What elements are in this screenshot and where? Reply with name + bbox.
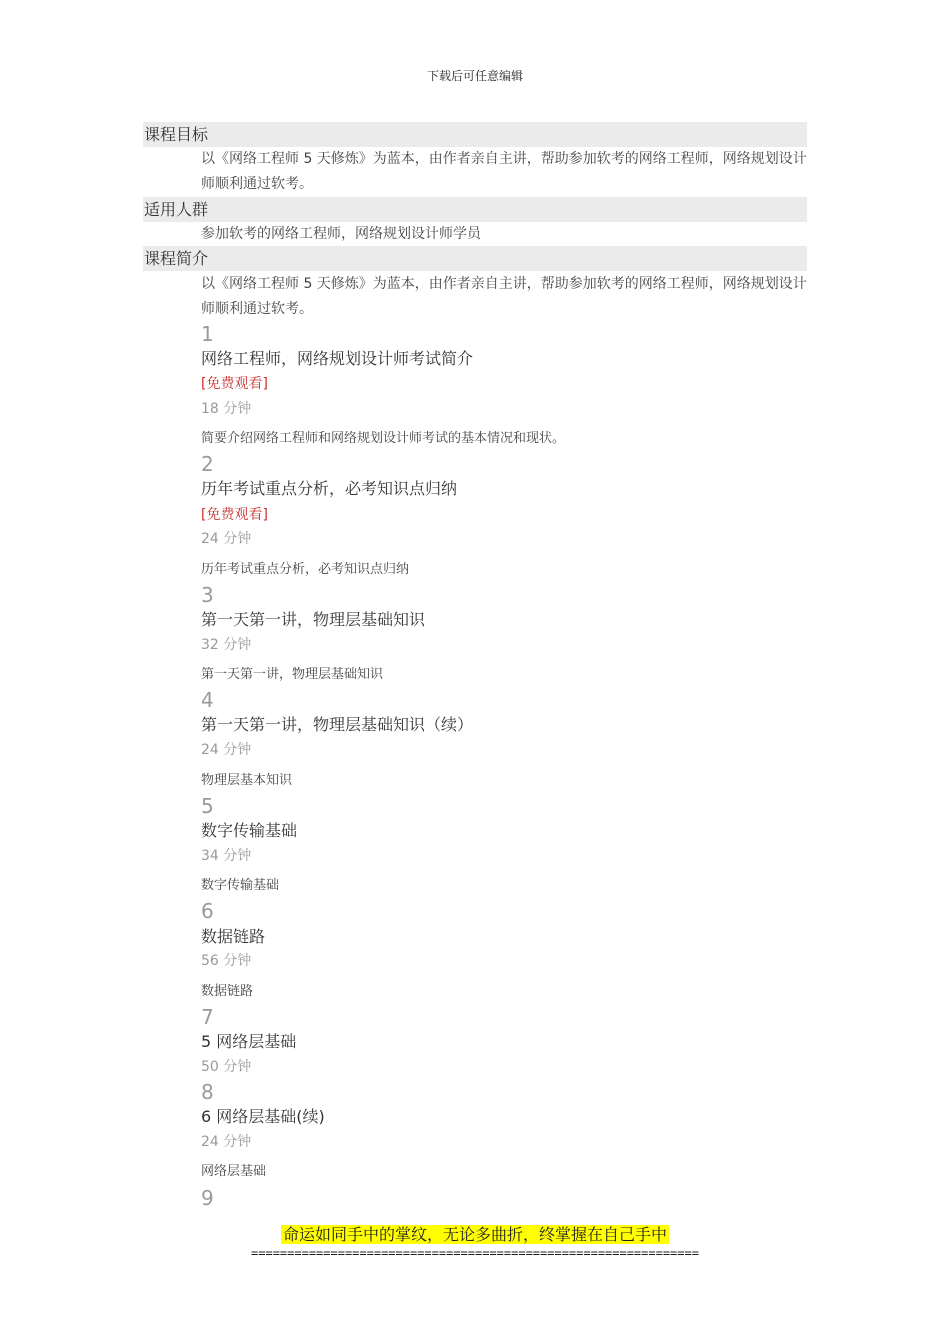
lesson-duration: 50 分钟 (201, 1059, 252, 1075)
lesson-title-link[interactable]: 历年考试重点分析，必考知识点归纳 (201, 479, 458, 498)
lesson-number: 1 (201, 322, 214, 346)
lesson-description: 数字传输基础 (201, 878, 280, 893)
lesson-number: 2 (201, 452, 214, 476)
lesson-number: 4 (201, 688, 214, 712)
lesson-duration: 34 分钟 (201, 848, 252, 864)
lesson-title-link[interactable]: 网络工程师，网络规划设计师考试简介 (201, 349, 474, 368)
section-title: 适用人群 (144, 200, 209, 219)
footer-divider: ============================================================== (251, 1246, 699, 1260)
lesson-title-link[interactable]: 第一天第一讲，物理层基础知识（续） (201, 715, 474, 734)
lesson-duration: 56 分钟 (201, 953, 252, 969)
footer-quote-text: 命运如同手中的掌纹，无论多曲折，终掌握在自己手中 (282, 1225, 667, 1244)
lesson-number: 5 (201, 794, 214, 818)
lesson-title-link[interactable]: 6 网络层基础(续) (201, 1107, 325, 1126)
lesson-duration: 32 分钟 (201, 637, 252, 653)
course-goal-text: 以《网络工程师 5 天修炼》为蓝本，由作者亲自主讲，帮助参加软考的网络工程师，网络规划设计师顺利通过软考。 (201, 151, 807, 192)
lesson-duration: 24 分钟 (201, 531, 252, 547)
free-watch-link[interactable]: [免费观看] (201, 376, 268, 392)
lesson-description: 简要介绍网络工程师和网络规划设计师考试的基本情况和现状。 (201, 431, 566, 446)
lesson-description: 数据链路 (201, 984, 254, 999)
section-course-goal (143, 122, 807, 147)
lesson-number: 8 (201, 1080, 214, 1104)
page-header-note: 下载后可任意编辑 (426, 69, 523, 83)
lesson-description: 网络层基础 (201, 1164, 267, 1179)
lesson-description: 历年考试重点分析，必考知识点归纳 (201, 562, 410, 577)
lesson-duration: 18 分钟 (201, 401, 252, 417)
footer-quote (0, 1224, 950, 1246)
lesson-number: 6 (201, 899, 214, 923)
lesson-number: 3 (201, 583, 214, 607)
lesson-number: 7 (201, 1005, 214, 1029)
lesson-title-link[interactable]: 第一天第一讲，物理层基础知识 (201, 610, 426, 629)
lesson-title-link[interactable]: 数据链路 (201, 927, 266, 946)
course-intro-text: 以《网络工程师 5 天修炼》为蓝本，由作者亲自主讲，帮助参加软考的网络工程师，网络规划设计师顺利通过软考。 (201, 276, 807, 317)
lesson-number: 9 (201, 1186, 214, 1210)
free-watch-link[interactable]: [免费观看] (201, 507, 268, 523)
section-title: 课程目标 (144, 125, 209, 144)
section-course-intro (143, 246, 807, 271)
lesson-description: 物理层基本知识 (201, 773, 293, 788)
section-title: 课程简介 (144, 249, 209, 268)
lesson-title-link[interactable]: 5 网络层基础 (201, 1032, 297, 1051)
lesson-title-link[interactable]: 数字传输基础 (201, 821, 298, 840)
lesson-duration: 24 分钟 (201, 742, 252, 758)
audience-text: 参加软考的网络工程师，网络规划设计师学员 (201, 226, 481, 242)
section-audience (143, 197, 807, 222)
lesson-duration: 24 分钟 (201, 1134, 252, 1150)
lesson-description: 第一天第一讲，物理层基础知识 (201, 667, 384, 682)
